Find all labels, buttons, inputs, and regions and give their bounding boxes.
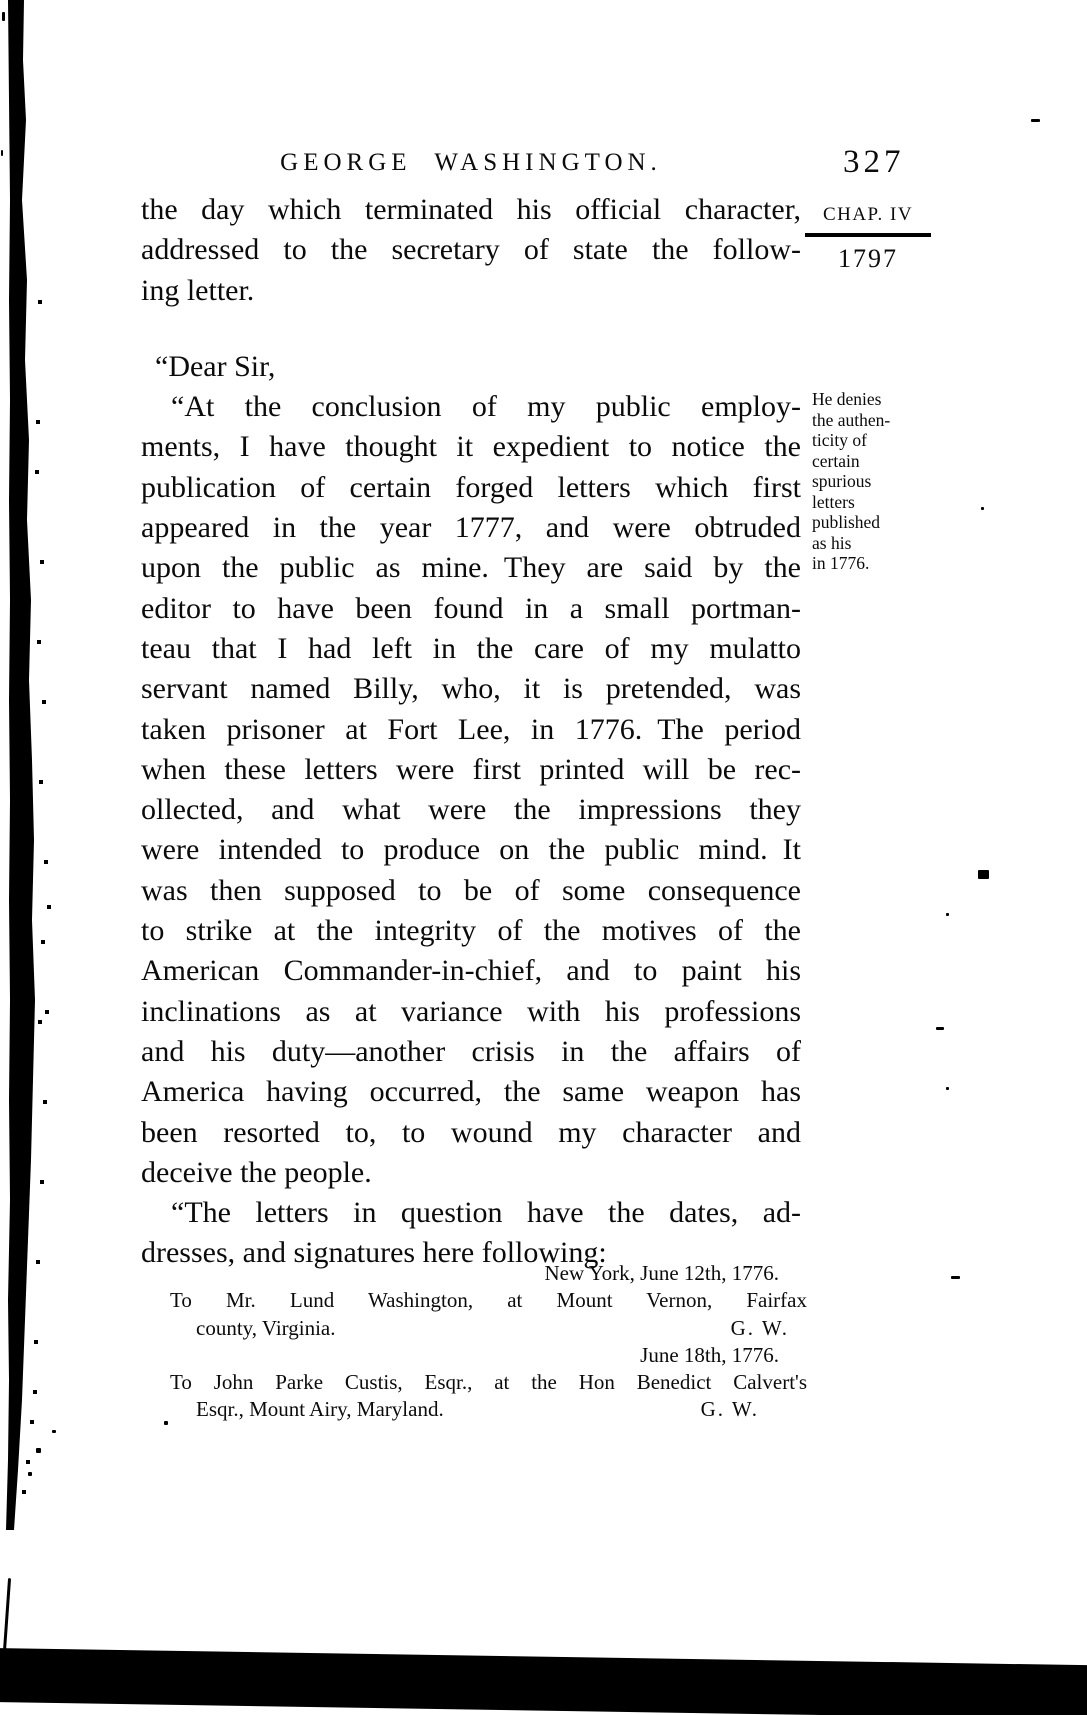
scan-speck	[951, 1276, 960, 1279]
body-line: to strike at the integrity of the motives of the	[141, 914, 801, 948]
letter-line-address: To John Parke Custis, Esqr., at the Hon Benedict Calvert's	[170, 1370, 807, 1395]
letter-address-block	[162, 1260, 807, 1424]
body-line: the day which terminated his official character,	[141, 193, 801, 226]
scan-speck	[981, 507, 984, 510]
side-note-line: certain	[812, 450, 860, 471]
scan-speck	[2, 12, 5, 21]
letter-signature: G. W.	[730, 1315, 789, 1340]
letter-line-date: New York, June 12th, 1776.	[544, 1261, 779, 1285]
body-line: and his duty—another crisis in the affairs of	[141, 1034, 801, 1068]
scan-speck	[978, 870, 989, 879]
side-note-line: in 1776.	[812, 553, 870, 573]
body-line: inclinations as at variance with his professions	[141, 994, 801, 1028]
body-line: servant named Billy, who, it is pretended, was	[141, 672, 801, 706]
body-line: American Commander-in-chief, and to paint his	[141, 954, 801, 988]
letter-signature: G. W.	[700, 1397, 759, 1422]
body-line: ing letter.	[141, 273, 255, 307]
body-line: taken prisoner at Fort Lee, in 1776. The period	[141, 712, 801, 746]
side-note-line: as his	[812, 532, 852, 553]
side-note	[812, 389, 924, 574]
scan-speck	[946, 913, 949, 916]
page-number: 327	[843, 144, 905, 180]
side-note-line: the authen-	[812, 409, 891, 430]
chapter-rule	[805, 233, 931, 237]
letter-line-address: To Mr. Lund Washington, at Mount Vernon, Fairfax	[170, 1288, 807, 1313]
body-line: was then supposed to be of some consequence	[141, 873, 801, 907]
side-note-line: ticity of	[812, 430, 867, 450]
body-line: ollected, and what were the impressions they	[141, 793, 801, 827]
body-line: upon the public as mine. They are said by the	[141, 551, 801, 585]
scan-bottom-bar	[0, 1648, 1087, 1715]
scan-speck	[28, 1472, 32, 1476]
running-head: GEORGE WASHINGTON.	[280, 149, 662, 176]
scan-speck	[36, 1448, 41, 1453]
scan-speckle-fringe	[0, 0, 4, 4]
scan-speck	[1031, 119, 1040, 122]
chapter-year: 1797	[838, 244, 898, 273]
body-line: teau that I had left in the care of my mulatto	[141, 631, 801, 665]
scan-speck	[936, 1027, 944, 1030]
letter-line-cont	[162, 1315, 807, 1342]
body-line: been resorted to, to wound my character and	[141, 1115, 801, 1149]
body-line: “The letters in question have the dates, ad-	[171, 1196, 801, 1230]
body-line: America having occurred, the same weapon has	[141, 1075, 801, 1109]
body-line: deceive the people.	[141, 1155, 372, 1189]
body-line: ments, I have thought it expedient to notice the	[141, 430, 801, 464]
body-line: “Dear Sir,	[155, 349, 276, 383]
chapter-label: CHAP. IV	[822, 204, 914, 225]
letter-line-cont	[162, 1396, 807, 1423]
body-line: were intended to produce on the public mind. It	[141, 833, 801, 867]
side-note-line: He denies	[812, 389, 882, 409]
body-line: addressed to the secretary of state the follow-	[141, 233, 801, 267]
body-line: dresses, and signatures here following:	[141, 1236, 607, 1270]
body-line: when these letters were first printed will be rec-	[141, 752, 801, 786]
side-note-line: spurious	[812, 471, 872, 491]
scan-binding-bar	[0, 0, 46, 1530]
chapter-margin-block	[804, 204, 932, 274]
scan-speck	[946, 1087, 949, 1090]
letter-line-date: June 18th, 1776.	[640, 1342, 779, 1367]
scan-speck	[52, 1430, 56, 1433]
body-line: editor to have been found in a small portman-	[141, 591, 801, 625]
side-note-line: letters	[812, 491, 855, 512]
body-text	[141, 190, 801, 1274]
scan-speck	[1, 150, 3, 156]
body-line: publication of certain forged letters which first	[141, 470, 801, 504]
body-line: “At the conclusion of my public employ-	[171, 390, 801, 424]
letter-continuation-text: county, Virginia.	[196, 1315, 336, 1340]
side-note-line: published	[812, 512, 881, 532]
body-line: appeared in the year 1777, and were obtruded	[141, 511, 801, 545]
letter-continuation-text: Esqr., Mount Airy, Maryland.	[196, 1397, 444, 1422]
